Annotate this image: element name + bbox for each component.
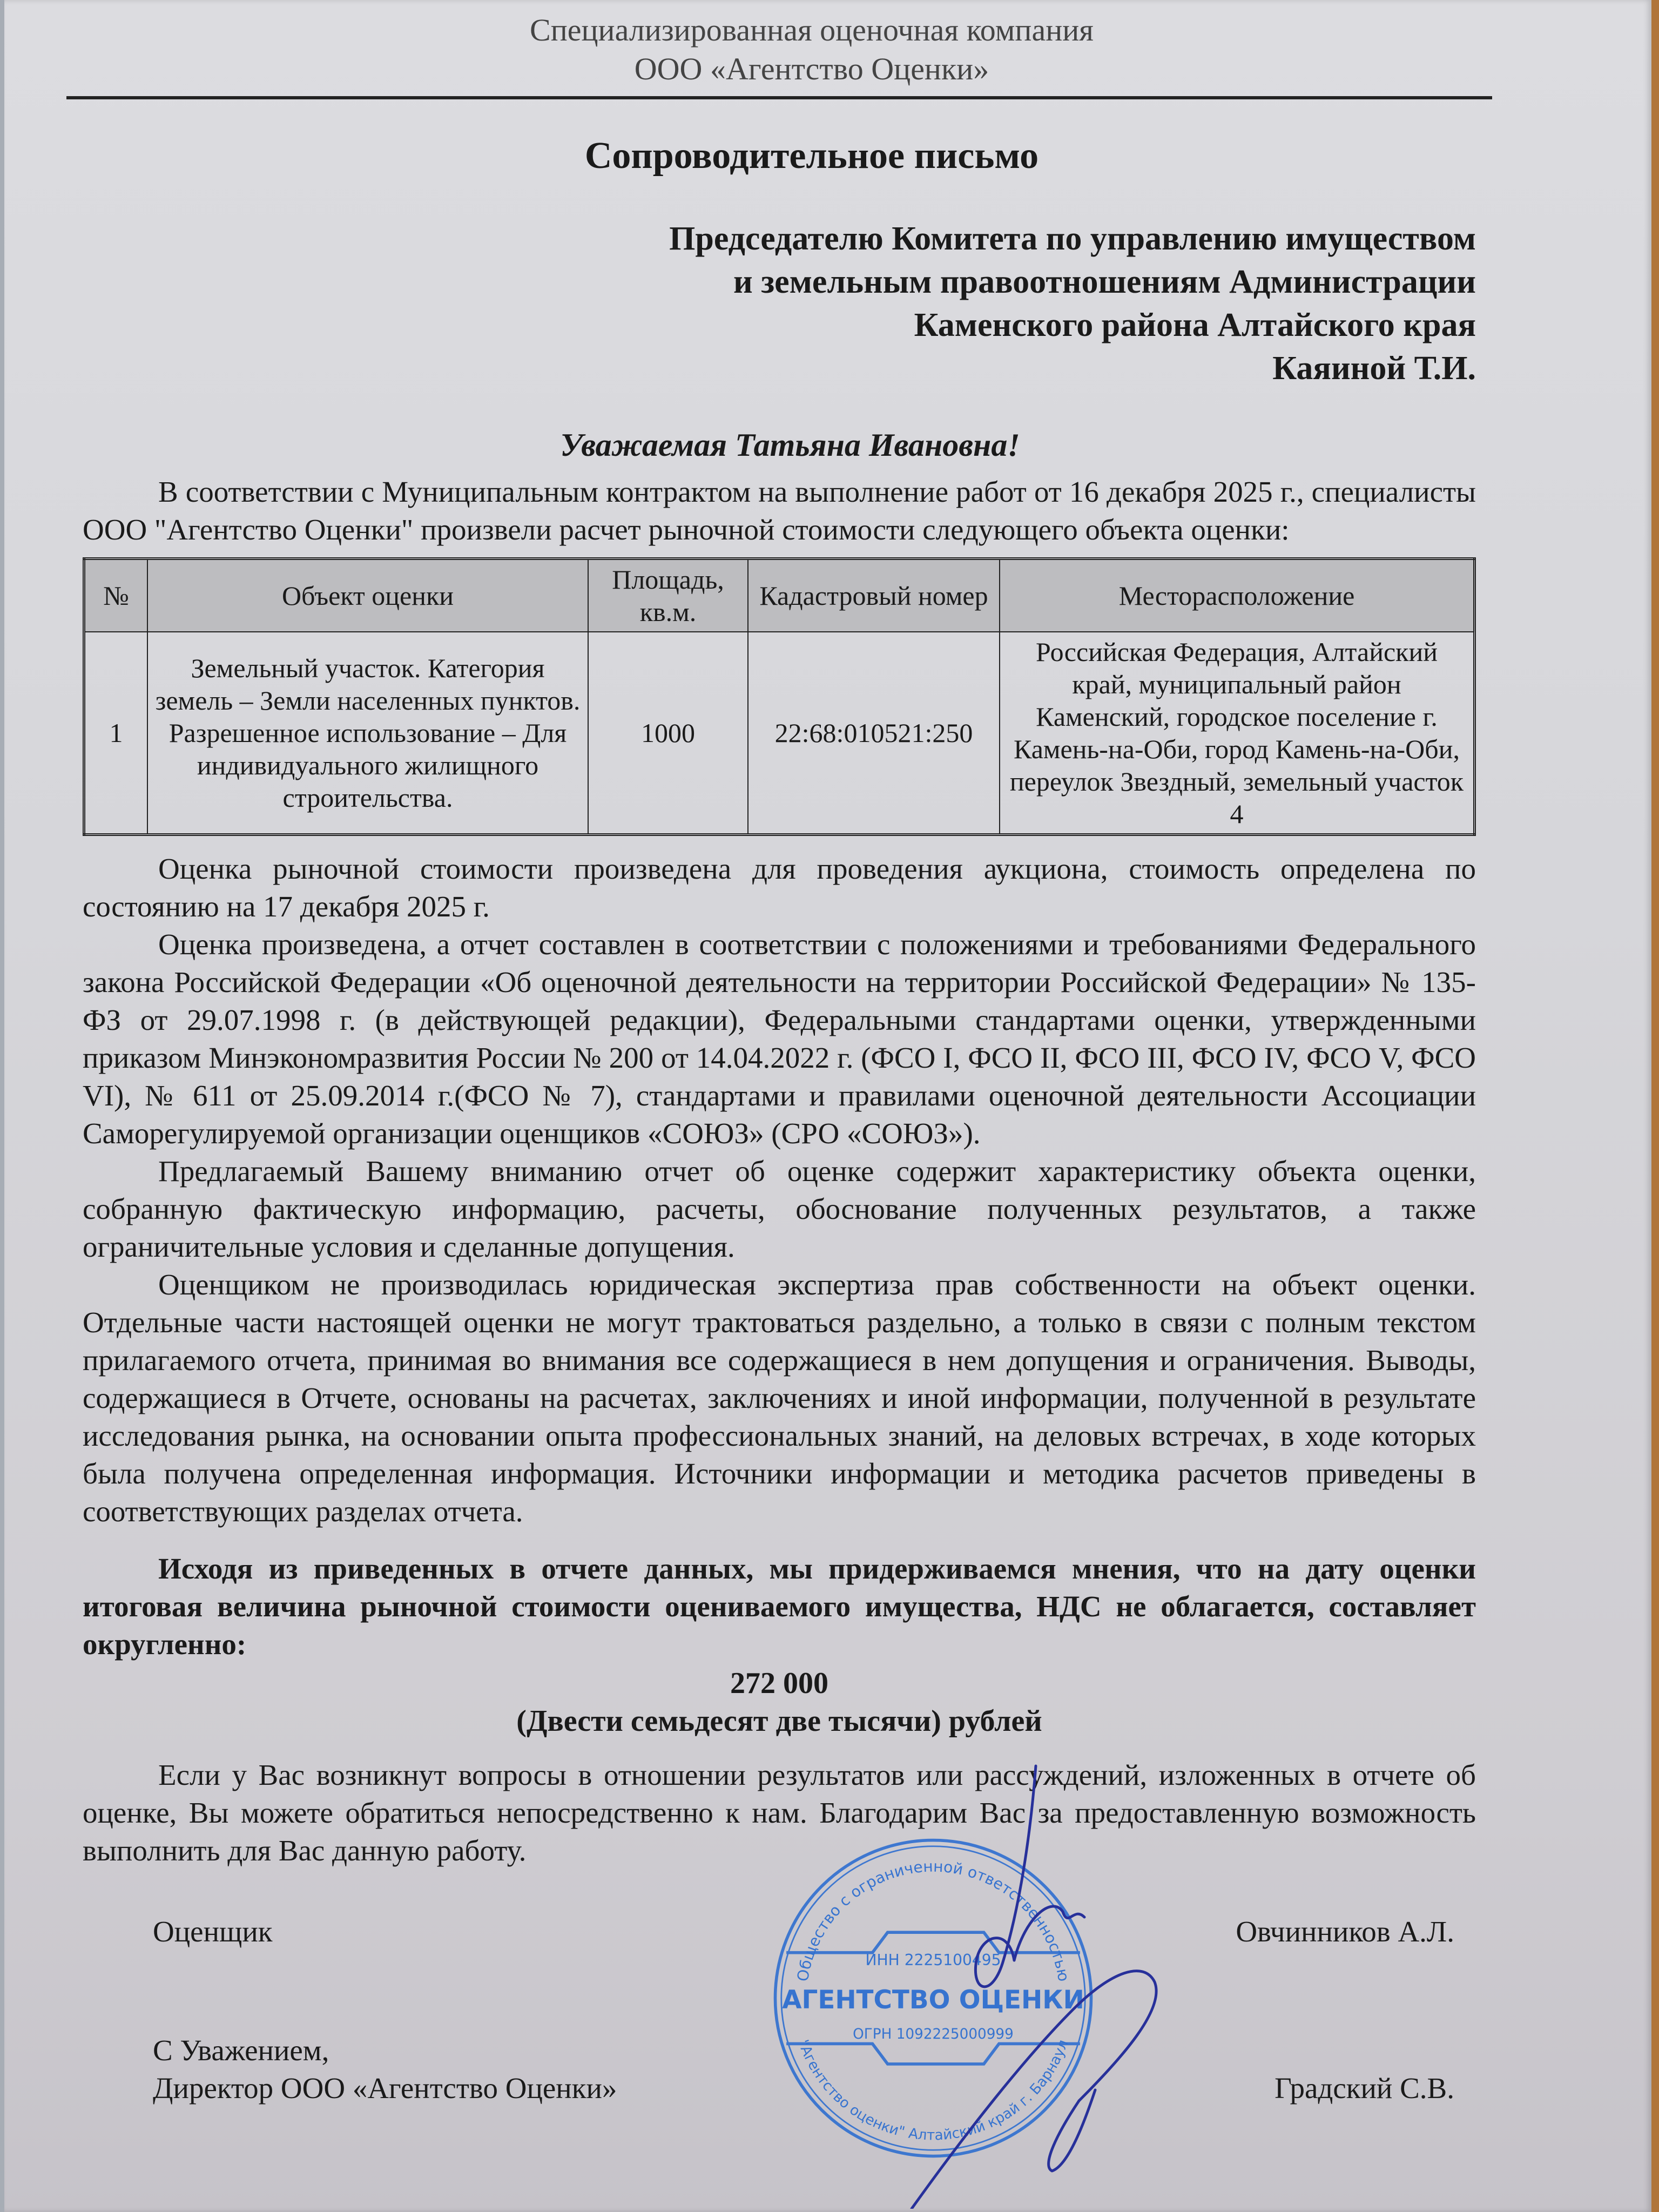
conclusion-paragraph: Исходя из приведенных в отчете данных, мы придерживаемся мнения, что на дату оценки итоговая величина рыночной стоимости оцениваемого имущества, НДС не облагается, составляет округленно: <box>83 1552 1476 1661</box>
appraiser-name: Овчинников А.Л. <box>1236 1915 1454 1948</box>
cell-location: Российская Федерация, Алтайский край, муниципальный район Каменский, городское поселение г. Камень-на-Оби, город Камень-на-Оби, переулок Звездный, земельный участок 4 <box>1000 632 1475 835</box>
addressee-line: Председателю Комитета по управлению имуществом <box>669 220 1476 257</box>
table-header-row <box>84 559 1475 632</box>
intro-paragraph: В соответствии с Муниципальным контрактом на выполнение работ от 16 декабря 2025 г., специалисты ООО "Агентство Оценки" произвели расчет рыночной стоимости следующего объекта оценки: <box>83 475 1476 546</box>
cell-number: 1 <box>84 632 148 835</box>
director-name: Градский С.В. <box>1274 2072 1454 2105</box>
cell-cadastral: 22:68:010521:250 <box>748 632 1000 835</box>
valuation-object-table <box>83 557 1476 836</box>
col-header-cadastral: Кадастровый номер <box>748 559 1000 632</box>
stamp-outer-top-text: Общество с ограниченной ответственностью <box>793 1857 1073 1983</box>
cell-object: Земельный участок. Категория земель – Земли населенных пунктов. Разрешенное использование – Для индивидуального жилищного строительства. <box>147 632 588 835</box>
contents-paragraph: Предлагаемый Вашему вниманию отчет об оценке содержит характеристику объекта оценки, собранную фактическую информацию, расчеты, обоснование полученных результатов, а также ограничительные условия и сделанные допущения. <box>83 1155 1476 1263</box>
appraiser-role: Оценщик <box>153 1915 273 1948</box>
closing-paragraph: Если у Вас возникнут вопросы в отношении результатов или рассуждений, изложенных в отчете об оценке, Вы можете обратиться непосредственно к нам. Благодарим Вас за предоставленную возможность выполнить для Вас данную работу. <box>83 1758 1476 1867</box>
col-header-location: Месторасположение <box>1000 559 1475 632</box>
addressee-line: Каменского района Алтайского края <box>914 307 1476 343</box>
col-header-object: Объект оценки <box>147 559 588 632</box>
paper-edge <box>0 0 4 2212</box>
document-title: Сопроводительное письмо <box>584 135 1039 177</box>
letterhead-line-1: Специализированная оценочная компания <box>530 12 1094 48</box>
addressee-line: и земельным правоотношениям Администрации <box>733 264 1476 300</box>
letter-page <box>83 11 1476 2107</box>
valuation-amount-words: (Двести семьдесят две тысячи) рублей <box>516 1704 1042 1738</box>
disclaimer-paragraph: Оценщиком не производилась юридическая экспертиза прав собственности на объект оценки. Отдельные части настоящей оценки не могут трактоваться раздельно, а только в связи с полным текстом прилагаемого отчета, принимая во внимания все содержащиеся в нем допущения и ограничения. Выводы, содержащиеся в Отчете, основаны на расчетах, заключениях и иной информации, полученной в результате исследования рынка, на основании опыта профессиональных знаний, на деловых встречах, в ходе которых была получена определенная информация. Источники информации и методика расчетов приведены в соответствующих разделах отчета. <box>83 1268 1476 1528</box>
letterhead-line-2: ООО «Агентство Оценки» <box>634 51 989 86</box>
col-header-area: Площадь, кв.м. <box>588 559 748 632</box>
letterhead <box>530 11 1094 89</box>
appraiser-signature-row <box>83 1913 1476 1951</box>
salutation: Уважаемая Татьяна Ивановна! <box>560 427 1020 463</box>
cell-area: 1000 <box>588 632 748 835</box>
stamp-center-text: АГЕНТСТВО ОЦЕНКИ <box>782 1985 1084 2015</box>
director-signature-row <box>83 2069 1476 2107</box>
addressee-name: Каяиной Т.И. <box>1272 350 1476 387</box>
stamp-inn: ИНН 2225100495 <box>865 1951 1001 1970</box>
purpose-paragraph: Оценка рыночной стоимости произведена для проведения аукциона, стоимость определена по состоянию на 17 декабря 2025 г. <box>83 852 1476 923</box>
table-row <box>84 632 1475 835</box>
stamp-outer-bottom-text: "Агентство оценки" Алтайский край г. Барнаул <box>794 2038 1072 2144</box>
col-header-number: № <box>84 559 148 632</box>
paper-sheet <box>4 0 1651 2212</box>
director-role: Директор ООО «Агентство Оценки» <box>153 2072 617 2105</box>
letterhead-rule <box>66 96 1492 99</box>
valuation-amount: 272 000 <box>730 1667 828 1700</box>
standards-paragraph: Оценка произведена, а отчет составлен в соответствии с положениями и требованиями Федерального закона Российской Федерации «Об оценочной деятельности на территории Российской Федерации» № 135-ФЗ от 29.07.1998 г. (в действующей редакции), Федеральными стандартами оценки, утвержденными приказом Минэкономразвития России № 200 от 14.04.2022 г. (ФСО I, ФСО II, ФСО III, ФСО IV, ФСО V, ФСО VI), № 611 от 25.09.2014 г.(ФСО № 7), стандартами и правилами оценочной деятельности Ассоциации Саморегулируемой организации оценщиков «СОЮЗ» (СРО «СОЮЗ»). <box>83 928 1476 1150</box>
addressee-block <box>669 217 1476 390</box>
stamp-ogrn: ОГРН 1092225000999 <box>853 2026 1014 2042</box>
closing-regards: С Уважением, <box>153 2034 329 2067</box>
